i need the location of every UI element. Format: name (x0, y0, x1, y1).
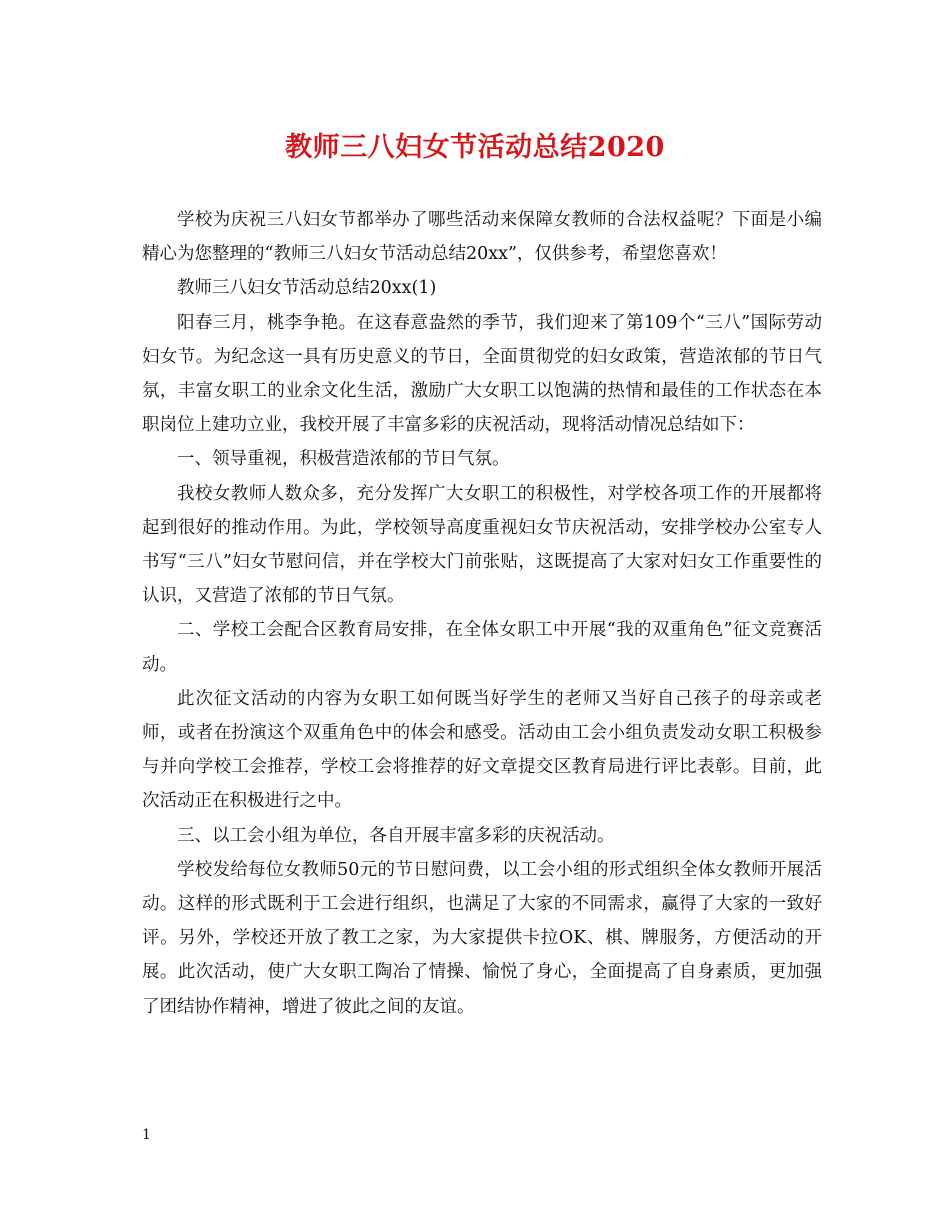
body-paragraph: 阳春三月，桃李争艳。在这春意盎然的季节，我们迎来了第109个“三八”国际劳动妇女节。为纪念这一具有历史意义的节日，全面贯彻党的妇女政策，营造浓郁的节日气氛，丰富女职工的业余文化生活，激励广大女职工以饱满的热情和最佳的工作状态在本职岗位上建功立业，我校开展了丰富多彩的庆祝活动，现将活动情况总结如下： (142, 312, 822, 436)
body-paragraph: 我校女教师人数众多，充分发挥广大女职工的积极性，对学校各项工作的开展都将起到很好的推动作用。为此，学校领导高度重视妇女节庆祝活动，安排学校办公室专人书写“三八”妇女节慰问信，并在学校大门前张贴，这既提高了大家对妇女工作重要性的认识，又营造了浓郁的节日气氛。 (142, 483, 822, 607)
section-heading: 教师三八妇女节活动总结20xx(1) (177, 278, 437, 299)
document-body (142, 203, 822, 1024)
section-heading: 一、领导重视，积极营造浓郁的节日气氛。 (177, 449, 510, 470)
section-heading: 二、学校工会配合区教育局安排，在全体女职工中开展“我的双重角色”征文竞赛活动。 (142, 620, 822, 675)
intro-paragraph: 学校为庆祝三八妇女节都举办了哪些活动来保障女教师的合法权益呢？下面是小编精心为您整理的“教师三八妇女节活动总结20xx”，仅供参考，希望您喜欢！ (142, 210, 822, 265)
section-heading: 三、以工会小组为单位，各自开展丰富多彩的庆祝活动。 (177, 825, 615, 846)
page-number: 1 (142, 1127, 151, 1143)
document-title: 教师三八妇女节活动总结2020 (285, 132, 665, 163)
body-paragraph: 此次征文活动的内容为女职工如何既当好学生的老师又当好自己孩子的母亲或老师，或者在扮演这个双重角色中的体会和感受。活动由工会小组负责发动女职工积极参与并向学校工会推荐，学校工会将推荐的好文章提交区教育局进行评比表彰。目前，此次活动正在积极进行之中。 (142, 688, 822, 812)
body-paragraph: 学校发给每位女教师50元的节日慰问费，以工会小组的形式组织全体女教师开展活动。这样的形式既利于工会进行组织，也满足了大家的不同需求，赢得了大家的一致好评。另外，学校还开放了教工之家，为大家提供卡拉OK、棋、牌服务，方便活动的开展。此次活动，使广大女职工陶冶了情操、愉悦了身心，全面提高了自身素质，更加强了团结协作精神，增进了彼此之间的友谊。 (142, 859, 822, 1017)
